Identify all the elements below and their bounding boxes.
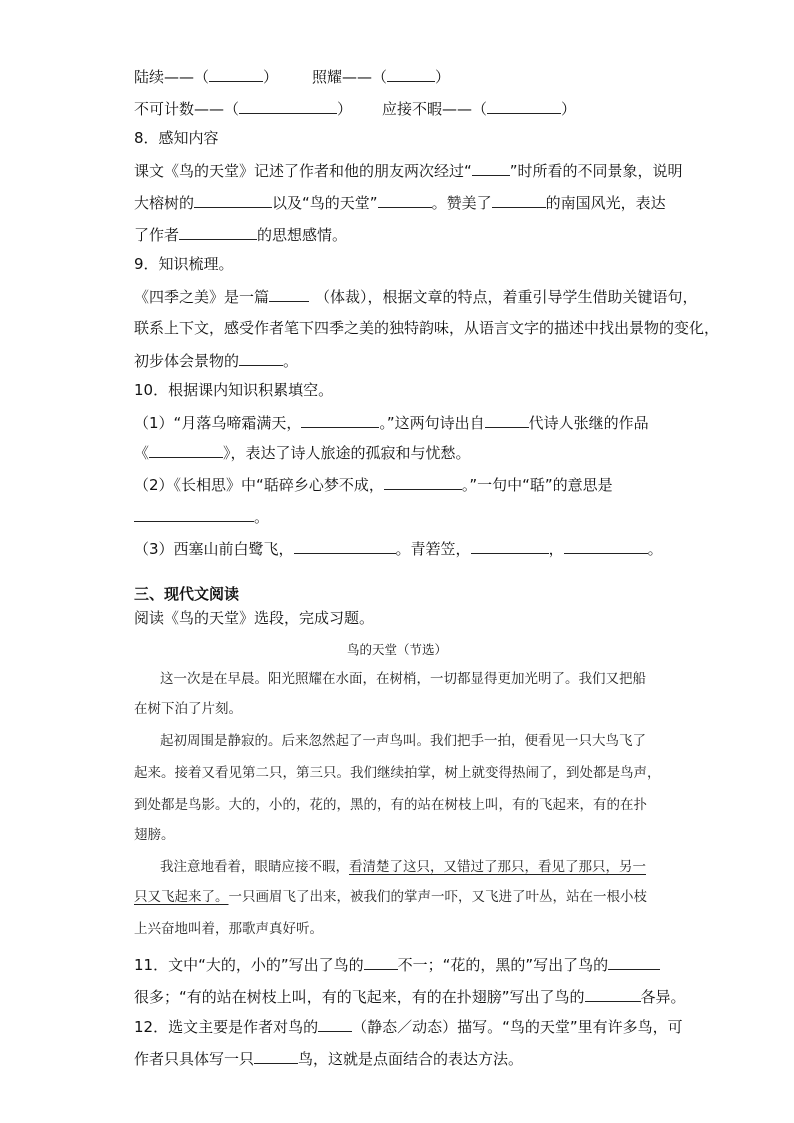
vocab-word: 应接不暇——（ xyxy=(382,100,488,118)
answer-blank[interactable] xyxy=(564,538,648,554)
passage-para-3-line-2: 只又飞起来了。一只画眉飞了出来，被我们的掌声一吓，又飞进了叶丛，站在一根小枝 xyxy=(134,889,647,905)
answer-blank[interactable] xyxy=(472,160,510,176)
passage-para-3-line-1: 我注意地看着，眼睛应接不暇，看清楚了这只，又错过了那只，看见了那只，另一 xyxy=(160,859,646,875)
q12-line-2: 作者只具体写一只 鸟，这就是点面结合的表达方法。 xyxy=(134,1050,524,1068)
q12-line-1: 12．选文主要是作者对鸟的 （静态／动态）描写。“鸟的天堂”里有许多鸟，可 xyxy=(134,1018,683,1036)
vocab-word: 不可计数——（ xyxy=(134,100,240,118)
reading-instruction: 阅读《鸟的天堂》选段，完成习题。 xyxy=(134,609,375,627)
passage-para-1-line-2: 在树下泊了片刻。 xyxy=(134,701,242,717)
q10-sub-2: （2）《长相思》中“聒碎乡心梦不成， 。”一句中“聒”的意思是 xyxy=(134,476,613,494)
q10-sub-1-cont: 《 》，表达了诗人旅途的孤寂和与忧愁。 xyxy=(134,444,471,462)
vocab-row-2: 不可计数——（ ） 应接不暇——（ ） xyxy=(134,100,577,118)
q10-sub-3: （3）西塞山前白鹭飞， 。青箬笠， ， 。 xyxy=(134,540,663,558)
q9-title: 9．知识梳理。 xyxy=(134,255,234,273)
q11-line-1: 11．文中“大的，小的”写出了鸟的 不一；“花的，黑的”写出了鸟的 xyxy=(134,954,660,975)
vocab-word: 照耀——（ xyxy=(312,68,388,86)
vocab-word: 陆续——（ xyxy=(134,68,210,86)
answer-blank[interactable] xyxy=(378,192,432,208)
q10-sub-2-cont: 。 xyxy=(134,506,269,527)
answer-blank[interactable] xyxy=(487,98,561,114)
passage-para-2-line-4: 翅膀。 xyxy=(134,827,175,843)
answer-blank[interactable] xyxy=(209,66,263,82)
passage-para-2-line-2: 起来。接着又看见第二只，第三只。我们继续拍掌，树上就变得热闹了，到处都是鸟声， xyxy=(134,765,661,781)
q11-line-2: 很多；“有的站在树枝上叫，有的飞起来，有的在扑翅膀”写出了鸟的 各异。 xyxy=(134,988,686,1006)
answer-blank[interactable] xyxy=(608,954,660,970)
answer-blank[interactable] xyxy=(318,1016,352,1032)
passage-para-2-line-1: 起初周围是静寂的。后来忽然起了一声鸟叫。我们把手一拍，便看见一只大鸟飞了 xyxy=(160,733,646,749)
answer-blank[interactable] xyxy=(239,98,337,114)
answer-blank[interactable] xyxy=(254,1048,298,1064)
answer-blank[interactable] xyxy=(384,474,462,490)
passage-title: 鸟的天堂（节选） xyxy=(346,642,447,657)
answer-blank[interactable] xyxy=(134,506,254,522)
q8-line-3: 了作者 的思想感情。 xyxy=(134,226,348,244)
q9-line-1: 《四季之美》是一篇 （体裁），根据文章的特点，着重引导学生借助关键语句， xyxy=(134,288,698,306)
answer-blank[interactable] xyxy=(194,192,272,208)
passage-para-2-line-3: 到处都是鸟影。大的，小的，花的，黑的，有的站在树枝上叫，有的飞起来，有的在扑 xyxy=(134,797,647,813)
answer-blank[interactable] xyxy=(585,986,641,1002)
passage-para-3-line-3: 上兴奋地叫着，那歌声真好听。 xyxy=(134,921,323,937)
section-heading: 三、现代文阅读 xyxy=(134,585,240,603)
answer-blank[interactable] xyxy=(149,442,223,458)
answer-blank[interactable] xyxy=(485,412,529,428)
answer-blank[interactable] xyxy=(269,286,309,302)
answer-blank[interactable] xyxy=(387,66,435,82)
underlined-sentence: 看清楚了这只，又错过了那只，看见了那只，另一 xyxy=(349,859,646,875)
answer-blank[interactable] xyxy=(239,350,283,366)
q10-title: 10．根据课内知识积累填空。 xyxy=(134,381,334,399)
q8-title: 8．感知内容 xyxy=(134,129,219,147)
passage-para-1-line-1: 这一次是在早晨。阳光照耀在水面，在树梢，一切都显得更加光明了。我们又把船 xyxy=(160,671,646,687)
answer-blank[interactable] xyxy=(471,538,549,554)
answer-blank[interactable] xyxy=(301,412,379,428)
q10-sub-1: （1）“月落乌啼霜满天， 。”这两句诗出自 代诗人张继的作品 xyxy=(134,414,649,432)
q9-line-3: 初步体会景物的 。 xyxy=(134,352,299,370)
answer-blank[interactable] xyxy=(179,224,257,240)
q8-line-2: 大榕树的 以及“鸟的天堂” 。赞美了 的南国风光，表达 xyxy=(134,194,666,212)
answer-blank[interactable] xyxy=(492,192,546,208)
vocab-row-1: 陆续——（ ） 照耀——（ ） xyxy=(134,68,451,86)
q9-line-2: 联系上下文，感受作者笔下四季之美的独特韵味，从语言文字的描述中找出景物的变化， xyxy=(134,319,720,337)
answer-blank[interactable] xyxy=(294,538,396,554)
underlined-sentence: 只又飞起来了。 xyxy=(134,889,229,905)
answer-blank[interactable] xyxy=(364,954,398,970)
q8-line-1: 课文《鸟的天堂》记述了作者和他的朋友两次经过“ ”时所看的不同景象，说明 xyxy=(134,162,683,180)
